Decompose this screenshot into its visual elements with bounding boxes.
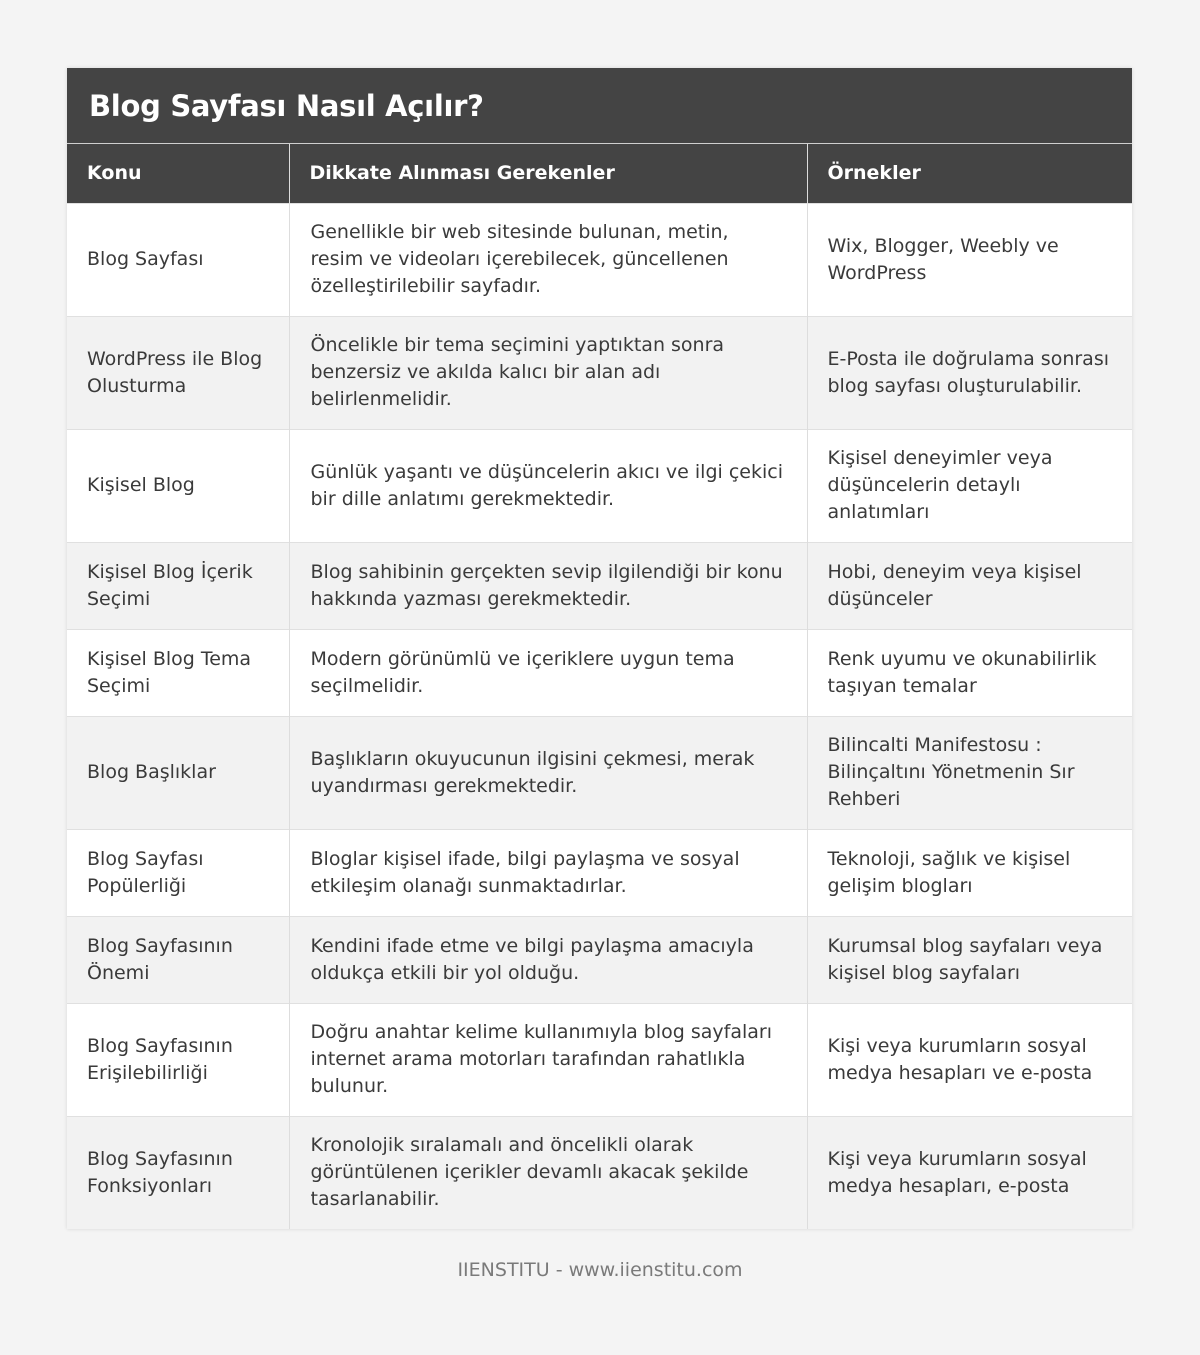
cell-konu: Blog Başlıklar [67, 716, 289, 829]
cell-konu: WordPress ile Blog Olusturma [67, 316, 289, 429]
cell-dikkate: Doğru anahtar kelime kullanımıyla blog sayfaları internet arama motorları tarafından rahatlıkla bulunur. [289, 1003, 807, 1116]
cell-dikkate: Başlıkların okuyucunun ilgisini çekmesi, merak uyandırması gerekmektedir. [289, 716, 807, 829]
table-row [67, 429, 1132, 542]
table-row [67, 1003, 1132, 1116]
table-header-row [67, 144, 1132, 203]
table-row [67, 203, 1132, 316]
cell-konu: Kişisel Blog [67, 429, 289, 542]
cell-ornekler: Renk uyumu ve okunabilirlik taşıyan temalar [807, 629, 1132, 716]
cell-ornekler: Hobi, deneyim veya kişisel düşünceler [807, 542, 1132, 629]
cell-ornekler: Kişisel deneyimler veya düşüncelerin detaylı anlatımları [807, 429, 1132, 542]
footer-credit: IIENSTITU - www.iienstitu.com [457, 1259, 743, 1281]
cell-dikkate: Kronolojik sıralamalı and öncelikli olarak görüntülenen içerikler devamlı akacak şekilde tasarlanabilir. [289, 1116, 807, 1229]
cell-konu: Blog Sayfası [67, 203, 289, 316]
info-table [67, 144, 1132, 1229]
table-row [67, 1116, 1132, 1229]
cell-ornekler: E-Posta ile doğrulama sonrası blog sayfası oluşturulabilir. [807, 316, 1132, 429]
cell-dikkate: Modern görünümlü ve içeriklere uygun tema seçilmelidir. [289, 629, 807, 716]
cell-ornekler: Kurumsal blog sayfaları veya kişisel blog sayfaları [807, 916, 1132, 1003]
cell-konu: Blog Sayfasının Önemi [67, 916, 289, 1003]
cell-dikkate: Bloglar kişisel ifade, bilgi paylaşma ve sosyal etkileşim olanağı sunmaktadırlar. [289, 829, 807, 916]
cell-dikkate: Öncelikle bir tema seçimini yaptıktan sonra benzersiz ve akılda kalıcı bir alan adı belirlenmelidir. [289, 316, 807, 429]
table-row [67, 629, 1132, 716]
cell-dikkate: Kendini ifade etme ve bilgi paylaşma amacıyla oldukça etkili bir yol olduğu. [289, 916, 807, 1003]
table-row [67, 542, 1132, 629]
cell-ornekler: Wix, Blogger, Weebly ve WordPress [807, 203, 1132, 316]
table-row [67, 916, 1132, 1003]
cell-ornekler: Bilincalti Manifestosu : Bilinçaltını Yönetmenin Sır Rehberi [807, 716, 1132, 829]
page-title: Blog Sayfası Nasıl Açılır? [67, 68, 1132, 144]
cell-konu: Blog Sayfasının Fonksiyonları [67, 1116, 289, 1229]
cell-dikkate: Blog sahibinin gerçekten sevip ilgilendiği bir konu hakkında yazması gerekmektedir. [289, 542, 807, 629]
cell-ornekler: Kişi veya kurumların sosyal medya hesapları, e-posta [807, 1116, 1132, 1229]
cell-dikkate: Günlük yaşantı ve düşüncelerin akıcı ve ilgi çekici bir dille anlatımı gerekmektedir. [289, 429, 807, 542]
cell-ornekler: Kişi veya kurumların sosyal medya hesapları ve e-posta [807, 1003, 1132, 1116]
table-card [67, 68, 1132, 1229]
table-row [67, 829, 1132, 916]
table-row [67, 716, 1132, 829]
column-header-dikkate: Dikkate Alınması Gerekenler [289, 144, 807, 203]
cell-konu: Blog Sayfası Popülerliği [67, 829, 289, 916]
cell-konu: Kişisel Blog Tema Seçimi [67, 629, 289, 716]
cell-konu: Kişisel Blog İçerik Seçimi [67, 542, 289, 629]
column-header-ornekler: Örnekler [807, 144, 1132, 203]
cell-dikkate: Genellikle bir web sitesinde bulunan, metin, resim ve videoları içerebilecek, güncellenen özelleştirilebilir sayfadır. [289, 203, 807, 316]
cell-konu: Blog Sayfasının Erişilebilirliği [67, 1003, 289, 1116]
column-header-konu: Konu [67, 144, 289, 203]
cell-ornekler: Teknoloji, sağlık ve kişisel gelişim blogları [807, 829, 1132, 916]
table-row [67, 316, 1132, 429]
